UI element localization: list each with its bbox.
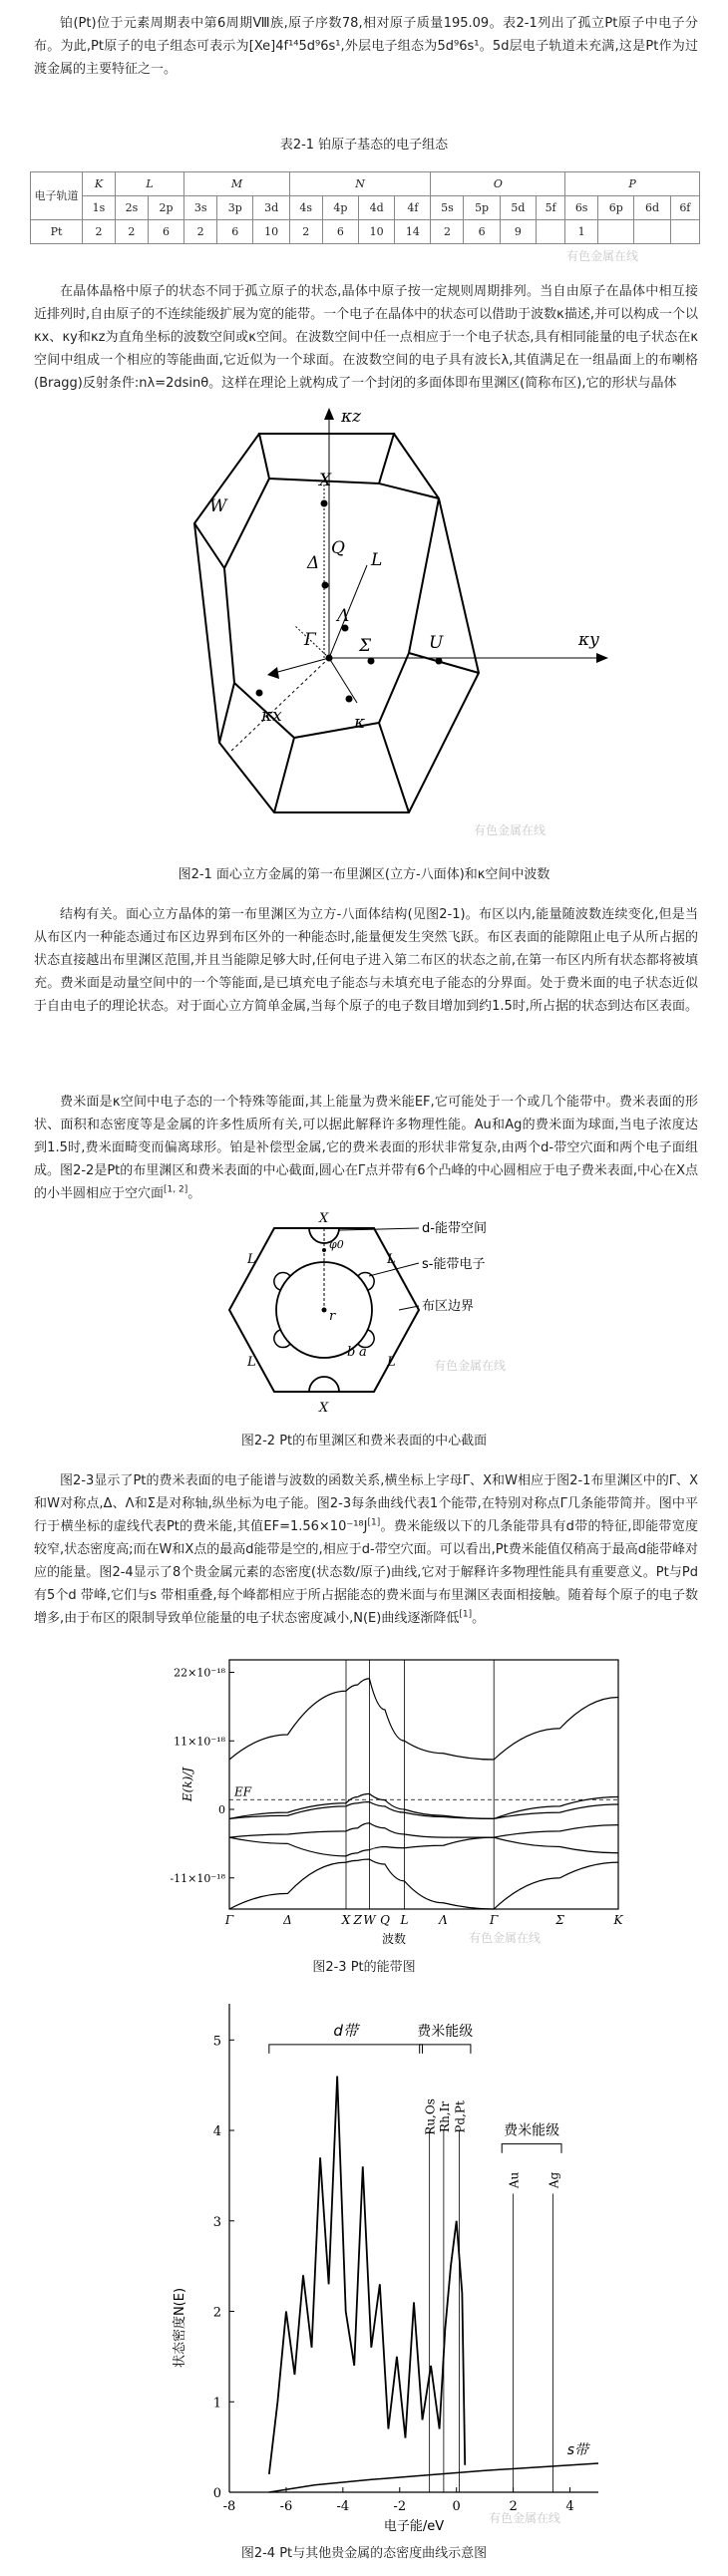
paragraph-band-structure: 图2-3显示了Pt的费米表面的电子能谱与波数的函数关系,横坐标上字母Γ、X和W相应于图2-1布里渊区中的Γ、X和W对称点,Δ、Λ和Σ是对称轴,纵坐标为电子能。图2-3每条曲线代表1个能带,在特别对称点Γ几条能带简并。图中平行于横坐标的虚线代表Pt的费米能,其值EF=1.56×10⁻¹⁸J[1]。费米能级以下的几条能带具有d带的特征,即能带宽度较窄,状态密度高;而在W和X点的最高d能带是空的,相应于d-带空穴面。可以看出,Pt费米能值仅稍高于最高d能带峰对应的能量。图2-4显示了8个贵金属元素的态密度(状态数/原子)曲线,它对于解释许多物理性能具有重要意义。Pt与Pd有5个d 带峰,它们与s 带相重叠,每个峰都相应于所占据能态的费米面与布里渊区表面相接触。随着每个原子的电子数增多,由于布区的限制导致单位能量的电子状态密度减小,N(E)曲线逐渐降低[1]。	[34, 1473, 699, 1626]
subshell-6s: 6s	[565, 196, 598, 220]
value-4d: 10	[359, 220, 395, 244]
fig3-caption: 图2-3 Pt的能带图	[312, 1960, 416, 1975]
fermi-bracket-left	[420, 2045, 471, 2054]
label-kz: κz	[341, 407, 362, 427]
subshell-5p: 5p	[464, 196, 500, 220]
label-sigma: Σ	[359, 636, 372, 656]
label-kx: κx	[261, 706, 282, 726]
fig2-caption: 图2-2 Pt的布里渊区和费米表面的中心截面	[240, 1434, 488, 1449]
band-structure-chart	[170, 1645, 638, 1949]
dos-xtick-label: 2	[509, 2499, 518, 2514]
band-xtick-label: Γ	[224, 1913, 234, 1927]
subshell-1s: 1s	[83, 196, 116, 220]
dos-ytick-label: 1	[212, 2396, 221, 2412]
band-xtick-label: X	[341, 1913, 351, 1927]
shell-l: L	[115, 172, 183, 196]
paragraph-fermi-surface: 费米面是κ空间中电子态的一个特殊等能面,其上能量为费米能EF,它可能处于一个或几个能带中。费米表面的形状、面积和态密度等是金属的许多性质所有关,可以据此解释许多物理性能。Au和Ag的费米面为球面,当电子浓度达到1.5时,费米面畸变而偏离球形。铂是补偿型金属,它的费米表面的形状非常复杂,由两个d-带空穴面和两个电子面组成。图2-2是Pt的布里渊区和费米表面的中心截面,圆心在Γ点并带有6个凸峰的中心圆相应于电子费米表面,中心在X点的小半圆相应于空穴面[1, 2]。	[34, 1095, 698, 1201]
d-band-bracket	[269, 2045, 423, 2054]
dos-ytick-label: 4	[212, 2124, 221, 2140]
element-label-right: Ag	[546, 2171, 561, 2189]
subshell-row	[31, 196, 700, 220]
fig3-watermark: 有色金属在线	[469, 1931, 542, 1945]
element-label-right: Au	[507, 2171, 522, 2189]
label-u: U	[429, 633, 444, 653]
band-ytick-label: -11×10⁻¹⁸	[170, 1871, 225, 1885]
value-4p: 6	[322, 220, 358, 244]
dos-xlabel: 电子能/eV	[383, 2519, 445, 2534]
shell-o: O	[431, 172, 565, 196]
fermi-surface-figure	[209, 1208, 548, 1416]
value-6f	[670, 220, 699, 244]
value-2p: 6	[148, 220, 183, 244]
value-5p: 6	[464, 220, 500, 244]
dos-ytick-label: 0	[212, 2486, 221, 2501]
subshell-3d: 3d	[253, 196, 289, 220]
label-q: Q	[331, 538, 345, 558]
dos-xtick-label: 0	[452, 2499, 461, 2514]
fermi-label-right: 费米能级	[504, 2122, 560, 2139]
table-corner: 电子轨道	[31, 172, 83, 220]
band-xtick-label: Δ	[283, 1913, 292, 1927]
subshell-6d: 6d	[634, 196, 670, 220]
dos-xtick-label: -8	[222, 2499, 236, 2514]
value-6d	[634, 220, 670, 244]
subshell-5f: 5f	[537, 196, 565, 220]
fig2-label-x-top: X	[319, 1211, 329, 1226]
band-ytick-label: 0	[218, 1803, 225, 1816]
subshell-3p: 3p	[217, 196, 253, 220]
fermi-label-left: 费米能级	[417, 2023, 474, 2040]
band-band4	[229, 1802, 618, 1819]
dos-ylabel: 状态密度N(E)	[173, 2287, 187, 2369]
label-k: κ	[354, 713, 366, 733]
value-4f: 14	[395, 220, 431, 244]
band-ytick-label: 11×10⁻¹⁸	[174, 1735, 225, 1749]
subshell-6f: 6f	[670, 196, 699, 220]
value-6p	[598, 220, 634, 244]
band-frame	[229, 1660, 618, 1909]
value-3p: 6	[217, 220, 253, 244]
label-lambda: Λ	[337, 606, 350, 626]
dos-ytick-label: 5	[212, 2034, 221, 2050]
dos-xtick-label: 4	[565, 2499, 574, 2514]
band-band6	[229, 1679, 618, 1760]
label-gamma: Γ	[304, 630, 316, 650]
value-row	[31, 220, 700, 244]
fig2-label-x-bottom: X	[319, 1401, 329, 1416]
fermi-label: EF	[234, 1784, 252, 1799]
band-xtick-label: Λ	[439, 1913, 448, 1927]
paragraph-brillouin: 在晶体晶格中原子的状态不同于孤立原子的状态,晶体中原子按一定规则周期排列。当自由原子在晶体中相互接近排列时,自由原子的不连续能级扩展为宽的能带。一个电子在晶体中的状态可以借助于波数κ描述,并可以构成一个以κx、κy和κz为直角坐标的波数空间或κ空间。在波数空间中任一点相应于一个电子状态,具有相同能量的电子状态在κ空间中组成一个相应的等能曲面,它近似为一个球面。在波数空间的电子具有波长λ,其值满足在一组晶面上的布喇格(Bragg)反射条件:nλ=2dsinθ。这样在理论上就构成了一个封闭的多面体即布里渊区(简称布区),它的形状与晶体	[34, 284, 698, 391]
label-x: X	[319, 471, 332, 490]
fig1-caption: 图2-1 面心立方金属的第一布里渊区(立方-八面体)和κ空间中波数	[178, 867, 550, 882]
dos-ytick-label: 3	[212, 2214, 221, 2230]
band-xtick-label: Z	[353, 1913, 362, 1927]
watermark: 有色金属在线	[566, 249, 639, 263]
fig2-label-a: a	[359, 1345, 367, 1360]
subshell-2s: 2s	[115, 196, 148, 220]
fig2-label-l3: L	[247, 1355, 256, 1370]
shell-m: M	[184, 172, 290, 196]
subshell-4f: 4f	[395, 196, 431, 220]
dos-ytick-label: 2	[212, 2305, 221, 2321]
subshell-5d: 5d	[500, 196, 536, 220]
subshell-4s: 4s	[289, 196, 322, 220]
shell-n: N	[289, 172, 431, 196]
fig2-label-edge: 布区边界	[422, 1299, 475, 1314]
electron-config-table	[30, 171, 700, 244]
fig2-label-l2: L	[387, 1252, 396, 1267]
value-3d: 10	[253, 220, 289, 244]
fig2-watermark: 有色金属在线	[434, 1359, 507, 1373]
row-label: Pt	[31, 220, 83, 244]
fig2-label-b: b	[347, 1345, 356, 1360]
band-band1	[229, 1859, 618, 1909]
subshell-4p: 4p	[322, 196, 358, 220]
element-label-left: Pd,Pt	[453, 2100, 468, 2133]
band-band2	[229, 1837, 618, 1856]
brillouin-zone-figure	[110, 404, 648, 842]
paragraph-fcc: 结构有关。面心立方晶体的第一布里渊区为立方-八面体结构(见图2-1)。布区以内,能量随波数连续变化,但是当从布区内一种能态通过布区边界到布区外的一种能态时,能量便发生突然飞跃。布区表面的能隙阻止电子从所占据的状态直接越出布里渊区范围,并且当能隙足够大时,任何电子进入第二布区的状态之前,在第一布区内所有状态都将被填充。费米面是动量空间中的一个等能面,是已填充电子能态与未填充电子能态的分界面。处于费米面的电子状态近似于自由电子的理论状态。对于面心立方简单金属,当每个原子的电子数目增加到约1.5时,所占据的状态到达布区表面。	[34, 907, 698, 1014]
s-band-label: s带	[566, 2441, 588, 2458]
band-xtick-label: L	[400, 1913, 409, 1927]
label-ky: κy	[578, 630, 599, 650]
fig1-watermark: 有色金属在线	[474, 823, 546, 837]
band-ytick-label: 22×10⁻¹⁸	[174, 1666, 225, 1680]
subshell-6p: 6p	[598, 196, 634, 220]
shell-k: K	[83, 172, 116, 196]
dos-xtick-label: -6	[279, 2499, 293, 2514]
fig2-label-l4: L	[387, 1355, 396, 1370]
value-3s: 2	[184, 220, 217, 244]
value-5d: 9	[500, 220, 536, 244]
label-l: L	[371, 550, 383, 570]
band-xtick-label: Σ	[555, 1913, 564, 1927]
fig2-label-phi: φ0	[329, 1238, 344, 1251]
value-2s: 2	[115, 220, 148, 244]
shell-p: P	[565, 172, 700, 196]
value-5f	[537, 220, 565, 244]
table-caption: 表2-1 铂原子基态的电子组态	[279, 138, 449, 153]
value-1s: 2	[83, 220, 116, 244]
fig4-watermark: 有色金属在线	[489, 2511, 561, 2525]
subshell-3s: 3s	[184, 196, 217, 220]
dos-xtick-label: -4	[336, 2499, 350, 2514]
subshell-2p: 2p	[148, 196, 183, 220]
fig2-label-dband: d-能带空间	[422, 1221, 487, 1236]
dos-s-band-curve	[269, 2463, 598, 2492]
fermi-bracket-right	[502, 2144, 561, 2153]
value-4s: 2	[289, 220, 322, 244]
value-6s: 1	[565, 220, 598, 244]
d-band-label: d带	[333, 2021, 358, 2040]
value-5s: 2	[431, 220, 464, 244]
band-xtick-label: Q	[380, 1913, 390, 1927]
element-label-left: Rh,Ir	[437, 2100, 452, 2132]
label-w: W	[209, 496, 227, 516]
band-xlabel: 波数	[381, 1932, 407, 1946]
dos-xtick-label: -2	[393, 2499, 407, 2514]
fig2-label-l1: L	[247, 1252, 256, 1267]
subshell-4d: 4d	[359, 196, 395, 220]
band-xtick-label: K	[613, 1913, 623, 1927]
band-xtick-label: Γ	[490, 1913, 499, 1927]
element-label-left: Ru,Os	[423, 2098, 438, 2135]
subshell-5s: 5s	[431, 196, 464, 220]
band-xtick-label: W	[363, 1913, 376, 1927]
fig4-caption: 图2-4 Pt与其他贵金属的态密度曲线示意图	[240, 2546, 488, 2561]
fig2-label-r: r	[329, 1309, 336, 1324]
dos-chart	[160, 1994, 638, 2537]
fig2-label-sband: s-能带电子	[422, 1257, 486, 1272]
band-ylabel: E(k)/J	[181, 1767, 194, 1802]
band-band3	[229, 1823, 618, 1837]
label-delta: Δ	[307, 553, 320, 573]
intro-paragraph: 铂(Pt)位于元素周期表中第6周期Ⅷ族,原子序数78,相对原子质量195.09。表2-1列出了孤立Pt原子中电子分布。为此,Pt原子的电子组态可表示为[Xe]4f¹⁴5d⁹6s¹,外层电子组态为5d⁹6s¹。5d层电子轨道未充满,这是Pt作为过渡金属的主要特征之一。	[34, 16, 698, 77]
